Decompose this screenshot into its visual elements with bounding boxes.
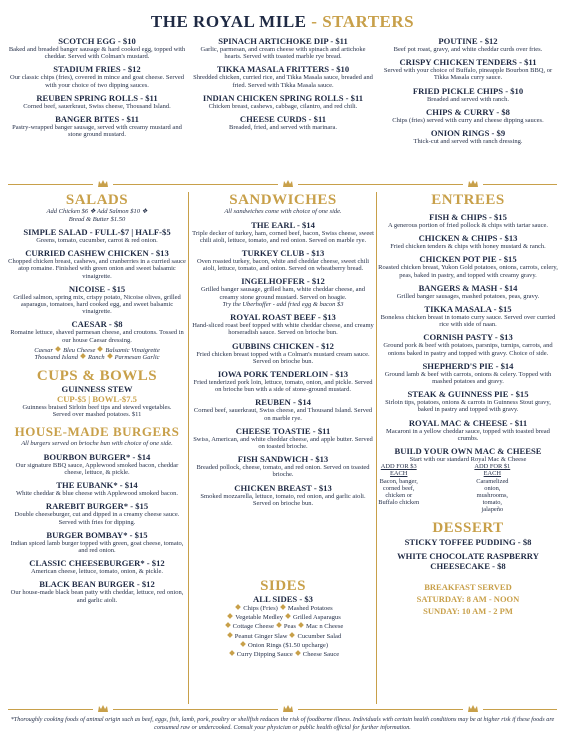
- menu-item-title: THE EARL - $14: [251, 219, 315, 230]
- sandwiches-heading: SANDWICHES: [229, 192, 337, 208]
- menu-item-title: ONION RINGS - $9: [430, 128, 506, 139]
- menu-item: [192, 114, 374, 131]
- menu-item-desc: Corned beef, sauerkraut, Swiss cheese, Thousand Island.: [23, 102, 171, 110]
- menu-item: [378, 389, 558, 413]
- menu-item-title: BOURBON BURGER* - $14: [43, 451, 151, 462]
- menu-item-title: ROYAL MAC & CHEESE - $11: [408, 417, 528, 428]
- menu-item-title: CHEESE TOASTIE - $11: [235, 425, 331, 436]
- menu-item: [8, 36, 186, 60]
- menu-item-title: SCOTCH EGG - $10: [58, 36, 136, 46]
- menu-item-title: CHICKEN & CHIPS - $13: [418, 233, 518, 244]
- entrees-items: [378, 212, 558, 442]
- menu-item: [192, 426, 374, 450]
- menu-item-title: SIMPLE SALAD - FULL-$7 | HALF-$5: [23, 227, 171, 237]
- diamond-bullet-icon: [227, 632, 233, 638]
- menu-item: [192, 248, 374, 272]
- menu-item-title: BLACK BEAN BURGER - $12: [39, 579, 155, 590]
- burgers-heading: HOUSE-MADE BURGERS: [14, 424, 180, 440]
- side-item: Grilled Asparagus: [293, 614, 341, 622]
- byo-addons: [378, 463, 558, 513]
- menu-item: [8, 114, 186, 138]
- page-title: [0, 12, 565, 32]
- menu-item-desc: Ground pork & beef with potatoes, parsnips, turnips, carrots, and onions baked in pastry and topped with gravy. Choice of side.: [383, 342, 553, 357]
- menu-item-desc: Romaine lettuce, shaved parmesan cheese, and croutons. Tossed in our house Caesar dressing.: [10, 329, 184, 344]
- guinness-stew-title: GUINNESS STEW: [61, 383, 133, 394]
- menu-item-desc: Roasted chicken breast, Yukon Gold potatoes, onions, carrots, celery, peas, baked in pastry, and topped with creamy gravy.: [378, 264, 558, 279]
- menu-item-desc: Served with your choice of Buffalo, pineapple Bourbon BBQ, or Tikka Masala curry sauce.: [383, 67, 553, 82]
- diamond-bullet-icon: [225, 623, 231, 629]
- diamond-bullet-icon: [240, 641, 246, 647]
- menu-item: [378, 128, 558, 145]
- menu-item-title: IOWA PORK TENDERLOIN - $13: [217, 369, 349, 380]
- sandwiches-section: [192, 192, 374, 507]
- sides-row: [192, 650, 374, 659]
- diamond-bullet-icon: [280, 604, 286, 610]
- starters-column-2: [192, 32, 374, 131]
- menu-item: [378, 86, 558, 103]
- menu-item-title: FRIED PICKLE CHIPS - $10: [412, 85, 524, 96]
- crown-icon: [98, 705, 108, 712]
- menu-item: [192, 220, 374, 244]
- menu-item-title: THE EUBANK* - $14: [56, 480, 138, 491]
- menu-item-title: BANGERS & MASH - $14: [418, 282, 518, 293]
- entrees-section: [378, 192, 558, 617]
- menu-item: [8, 558, 186, 575]
- side-item: Peanut Ginger Slaw: [234, 632, 288, 640]
- addon-1-desc: Caramelized onion, mushrooms, tomato, jalapeño: [476, 477, 509, 514]
- menu-item: [192, 341, 374, 365]
- sides-row: [192, 632, 374, 641]
- dressings-line: Thousand Island Ranch Parmesan Garlic: [34, 354, 160, 362]
- byo-mac-desc: Start with our standard Royal Mac & Cheese: [409, 456, 527, 464]
- menu-item-extra: Try the Uberhoffer - add fried egg & bacon $3: [222, 300, 344, 308]
- menu-item: [8, 530, 186, 554]
- foodborne-disclaimer: *Thoroughly cooking foods of animal origin such as beef, eggs, fish, lamb, pork, poultry or shellfish reduces the risk of foodborne illness. Individuals with certain health conditions may be at higher risk if these foods are consumed raw or undercooked. Consult your physician or public health official for further information.: [10, 716, 555, 731]
- menu-item-title: INDIAN CHICKEN SPRING ROLLS - $11: [202, 92, 364, 103]
- menu-item: [192, 64, 374, 88]
- menu-item-desc: Our signature BBQ sauce, Applewood smoked bacon, cheddar cheese, lettuce, & pickle.: [15, 461, 179, 476]
- diamond-bullet-icon: [276, 623, 282, 629]
- menu-item-desc: Smoked mozzarella, lettuce, tomato, red onion, and garlic aioli. Served on brioche bun.: [200, 492, 366, 507]
- crown-icon: [468, 705, 478, 712]
- title-dash: -: [306, 12, 323, 31]
- dessert-item: WHITE CHOCOLATE RASPBERRY CHEESECAKE - $8: [397, 550, 539, 571]
- side-item: Mashed Potatoes: [287, 605, 333, 612]
- menu-item: [192, 312, 374, 336]
- menu-item: [378, 283, 558, 300]
- sides-section: [192, 578, 374, 659]
- menu-item-desc: Our house-made black bean patty with cheddar, lettuce, red onion, and garlic aioli.: [10, 589, 184, 604]
- breakfast-saturday: SATURDAY: 8 AM - NOON: [416, 593, 520, 604]
- menu-item-desc: White cheddar & blue cheese with Applewood smoked bacon.: [16, 490, 178, 498]
- sides-row: [192, 613, 374, 622]
- menu-item-desc: A generous portion of fried pollock & chips with tartar sauce.: [387, 222, 549, 229]
- menu-item-desc: Boneless chicken breast in tomato curry sauce. Served over curried rice with side of naan.: [380, 314, 556, 329]
- sides-row: [192, 604, 374, 613]
- side-item: Curry Dipping Sauce: [236, 651, 293, 659]
- menu-item-desc: Garlic, parmesan, and cream cheese with spinach and artichoke hearts. Served with toasted marble rye bread.: [200, 46, 366, 61]
- menu-item-title: BURGER BOMBAY* - $15: [46, 529, 148, 540]
- menu-item: [192, 36, 374, 60]
- cups-bowls-heading: CUPS & BOWLS: [36, 367, 158, 384]
- side-item: Chips (Fries): [243, 605, 278, 612]
- menu-item-desc: Ground lamb & beef with carrots, onions & celery. Topped with mashed potatoes and gravy.: [384, 370, 552, 386]
- menu-item-desc: Corned beef, sauerkraut, Swiss cheese, and Thousand Island. Served on marble rye.: [193, 407, 373, 422]
- menu-item-title: CHIPS & CURRY - $8: [426, 106, 510, 117]
- sides-row: [192, 622, 374, 631]
- menu-item-desc: Fried chicken tenders & chips with honey mustard & ranch.: [390, 243, 546, 251]
- menu-item: [8, 64, 186, 88]
- diamond-bullet-icon: [298, 623, 304, 629]
- menu-item: [192, 276, 374, 308]
- byo-mac-title: BUILD YOUR OWN MAC & CHEESE: [394, 446, 542, 457]
- menu-item: [8, 227, 186, 244]
- title-accent: STARTERS: [322, 12, 415, 31]
- menu-item-title: FISH SANDWICH - $13: [237, 454, 329, 465]
- salads-addon-line: Bread & Butter $1.50: [68, 215, 126, 223]
- sides-list: [192, 604, 374, 659]
- menu-item-desc: Grilled banger sausages, mashed potatoes, peas, gravy.: [396, 292, 540, 300]
- breakfast-sunday: SUNDAY: 10 AM - 2 PM: [423, 605, 513, 616]
- menu-item-title: GUBBINS CHICKEN - $12: [232, 340, 334, 351]
- starters-divider: [8, 180, 557, 188]
- menu-item-desc: Macaroni in a yellow cheddar sauce, topped with toasted bread crumbs.: [386, 427, 550, 442]
- menu-item-desc: Chopped chicken breast, cashews, and cranberries in a curried sauce atop romaine. Finished with green onion and sweet balsamic vinaigrette.: [8, 258, 186, 280]
- menu-item-desc: Breaded, fried, and served with marinara.: [229, 124, 337, 132]
- menu-item: [8, 248, 186, 280]
- guinness-stew-desc: Guinness braised Sirloin beef tips and stewed vegetables.: [22, 403, 172, 411]
- menu-item: [192, 397, 374, 421]
- guinness-stew-price: CUP-$5 | BOWL-$7.5: [57, 393, 137, 404]
- menu-item-desc: Chips (fries) served with curry and cheese dipping sauces.: [392, 116, 544, 124]
- diamond-bullet-icon: [235, 604, 241, 610]
- menu-item-desc: Hand-sliced roast beef topped with white cheddar cheese, and creamy horseradish sauce. Served on brioche bun.: [192, 322, 374, 337]
- menu-item: [378, 107, 558, 124]
- salads-addon-line: Add Chicken $6 ❖ Add Salmon $10 ❖: [46, 208, 148, 215]
- crown-icon: [468, 180, 478, 187]
- menu-item-title: CHICKEN BREAST - $13: [234, 482, 332, 493]
- crown-icon: [98, 180, 108, 187]
- sides-subheading: ALL SIDES - $3: [253, 594, 313, 604]
- addon-3-heading: ADD FOR $3 EACH: [380, 463, 417, 478]
- menu-item-title: STEAK & GUINNESS PIE - $15: [407, 389, 529, 400]
- title-main: THE ROYAL MILE: [150, 12, 307, 31]
- diamond-bullet-icon: [290, 632, 296, 638]
- menu-item-title: SHEPHERD'S PIE - $14: [422, 360, 514, 371]
- menu-item-desc: Thick-cut and served with ranch dressing.: [413, 138, 523, 146]
- burgers-items: [8, 452, 186, 604]
- menu-item-title: REUBEN - $14: [255, 397, 311, 408]
- side-item: Vegetable Medley: [235, 614, 283, 622]
- menu-item-title: POUTINE - $12: [438, 36, 498, 46]
- sandwiches-note: All sandwiches come with choice of one side.: [224, 208, 342, 215]
- salads-section: [8, 192, 186, 604]
- diamond-bullet-icon: [229, 650, 235, 656]
- menu-item: [192, 93, 374, 110]
- menu-item-title: TURKEY CLUB - $13: [241, 247, 325, 258]
- menu-item: [378, 418, 558, 442]
- menu-item-desc: American cheese, lettuce, tomato, onion, & pickle.: [31, 568, 163, 576]
- menu-item-desc: Breaded pollock, cheese, tomato, and red onion. Served on toasted brioche.: [196, 464, 370, 479]
- menu-item-desc: Beef pot roast, gravy, and white cheddar curds over fries.: [393, 46, 543, 53]
- crown-icon: [283, 705, 293, 712]
- addon-1-heading: ADD FOR $1 EACH: [474, 463, 511, 478]
- menu-item-desc: Sirloin tips, potatoes, onions & carrots in Guinness Stout gravy, baked in pastry and topped with gravy.: [385, 399, 551, 414]
- side-item: Mac n Cheese: [305, 623, 344, 631]
- menu-item-desc: Oven roasted turkey, bacon, white and cheddar cheese, sweet chili aioli, lettuce, tomato, and onion. Served on wheatberry bread.: [196, 257, 370, 273]
- side-item: Cottage Cheese: [232, 623, 274, 631]
- starters-column-3: [378, 32, 558, 145]
- menu-item-title: CAESAR - $8: [71, 319, 123, 330]
- menu-item-title: TIKKA MASALA FRITTERS - $10: [216, 64, 350, 75]
- dressings-line: Caesar Bleu Cheese Balsamic Vinaigrette: [34, 346, 160, 354]
- menu-item: [192, 369, 374, 393]
- dessert-heading: DESSERT: [432, 519, 504, 536]
- menu-item-title: BANGER BITES - $11: [55, 114, 139, 125]
- entrees-heading: ENTREES: [431, 192, 505, 208]
- menu-item-title: CURRIED CASHEW CHICKEN - $13: [25, 248, 169, 259]
- menu-item: [378, 361, 558, 385]
- menu-item: [8, 501, 186, 525]
- menu-item-desc: Baked and breaded banger sausage & hard cooked egg, topped with cheddar. Served with Colman's mustard.: [8, 46, 186, 61]
- dessert-item: STICKY TOFFEE PUDDING - $8: [404, 536, 532, 547]
- diamond-bullet-icon: [295, 650, 301, 656]
- salads-items: [8, 227, 186, 344]
- breakfast-heading: BREAKFAST SERVED: [424, 581, 512, 592]
- menu-item-desc: Fried tenderized pork loin, lettuce, tomato, onion, and pickle. Served on brioche bun with a side of stone-ground mustard.: [193, 379, 373, 394]
- menu-item-title: STADIUM FRIES - $12: [53, 64, 141, 75]
- menu-item: [378, 212, 558, 229]
- diamond-bullet-icon: [227, 613, 233, 619]
- menu-item-desc: Greens, tomato, cucumber, carrot & red onion.: [36, 237, 158, 244]
- menu-item-title: RAREBIT BURGER* - $15: [45, 501, 149, 512]
- menu-item-desc: Our classic chips (fries), covered in mince and goat cheese. Served with your choice of two dipping sauces.: [10, 74, 184, 89]
- side-item: Peas: [283, 623, 296, 631]
- bottom-divider: [8, 705, 557, 713]
- menu-item: [8, 93, 186, 110]
- menu-item-desc: Grilled banger sausage, grilled ham, white cheddar cheese, and creamy stone ground mustard. Served on hoagie.: [200, 286, 366, 301]
- salads-heading: SALADS: [65, 192, 129, 208]
- menu-item-desc: Double cheeseburger, cut and dipped in a creamy cheese sauce. Served with fries for dipping.: [14, 511, 180, 526]
- burgers-note: All burgers served on brioche bun with choice of one side.: [21, 440, 173, 448]
- menu-item: [378, 304, 558, 328]
- menu-item-desc: Breaded and served with ranch.: [426, 95, 510, 103]
- menu-item-title: CRISPY CHICKEN TENDERS - $11: [399, 57, 537, 68]
- menu-item-title: ROYAL ROAST BEEF - $13: [230, 312, 336, 323]
- menu-item: [8, 480, 186, 497]
- column-divider: [376, 192, 377, 704]
- menu-item-title: CHEESE CURDS - $11: [239, 114, 327, 125]
- menu-item-title: CLASSIC CHEESEBURGER* - $12: [29, 558, 165, 569]
- menu-item: [378, 57, 558, 81]
- menu-item-desc: Triple decker of turkey, ham, corned beef, bacon, Swiss cheese, sweet chili aioli, lettuce, tomato, and red onion. Served on marble rye.: [192, 229, 374, 244]
- menu-item: [8, 284, 186, 316]
- menu-item-title: REUBEN SPRING ROLLS - $11: [36, 92, 158, 103]
- guinness-stew-desc-2: Served over mashed potatoes. $11: [52, 411, 142, 419]
- diamond-bullet-icon: [285, 613, 291, 619]
- menu-item-title: CORNISH PASTY - $13: [423, 332, 513, 343]
- menu-item-title: INGELHOFFER - $12: [241, 276, 325, 287]
- menu-item: [378, 36, 558, 53]
- menu-item-desc: Pastry-wrapped banger sausage, served with creamy mustard and stone ground mustard.: [12, 124, 182, 139]
- menu-item-title: TIKKA MASALA - $15: [424, 304, 512, 315]
- starters-column-1: [8, 32, 186, 138]
- menu-item-desc: Chicken breast, cashews, cabbage, cilantro, and red chili.: [208, 102, 358, 110]
- side-item: Cucumber Salad: [297, 632, 342, 640]
- sides-row: [192, 641, 374, 650]
- menu-item: [8, 319, 186, 343]
- addon-3-desc: Bacon, banger, corned beef, chicken or Buffalo chicken: [378, 477, 420, 507]
- sandwiches-items: [192, 220, 374, 508]
- menu-item: [378, 233, 558, 250]
- menu-item-desc: Shredded chicken, curried rice, and Tikka Masala sauce, breaded and fried. Served with Tikka Masala sauce.: [193, 74, 373, 89]
- menu-item-desc: Indian spiced lamb burger topped with green, goat cheese, tomato, and red onion.: [10, 539, 184, 554]
- side-item: Onion Rings ($1.50 upcharge): [247, 641, 329, 649]
- menu-item-desc: Fried chicken breast topped with a Colman's mustard cream sauce. Served on brioche bun.: [196, 350, 370, 365]
- menu-item: [192, 454, 374, 478]
- menu-item: [378, 332, 558, 356]
- menu-item-title: CHICKEN POT PIE - $15: [419, 254, 517, 265]
- menu-item: [8, 452, 186, 476]
- column-divider: [188, 192, 189, 704]
- menu-item-desc: Grilled salmon, spring mix, crispy potato, Nicoise olives, grilled asparagus, tomatoes, hard cooked egg, and sweet balsamic vinaigrette.: [13, 293, 181, 316]
- menu-item: [192, 483, 374, 507]
- menu-item: [8, 579, 186, 603]
- crown-icon: [283, 180, 293, 187]
- sides-heading: SIDES: [260, 578, 306, 594]
- menu-item: [378, 254, 558, 278]
- menu-item-title: FISH & CHIPS - $15: [429, 212, 507, 222]
- menu-item-desc: Swiss, American, and white cheddar cheese, and apple butter. Served on toasted brioche.: [193, 435, 373, 451]
- menu-item-title: NICOISE - $15: [68, 283, 126, 294]
- side-item: Cheese Sauce: [302, 651, 340, 659]
- menu-item-title: SPINACH ARTICHOKE DIP - $11: [218, 36, 348, 46]
